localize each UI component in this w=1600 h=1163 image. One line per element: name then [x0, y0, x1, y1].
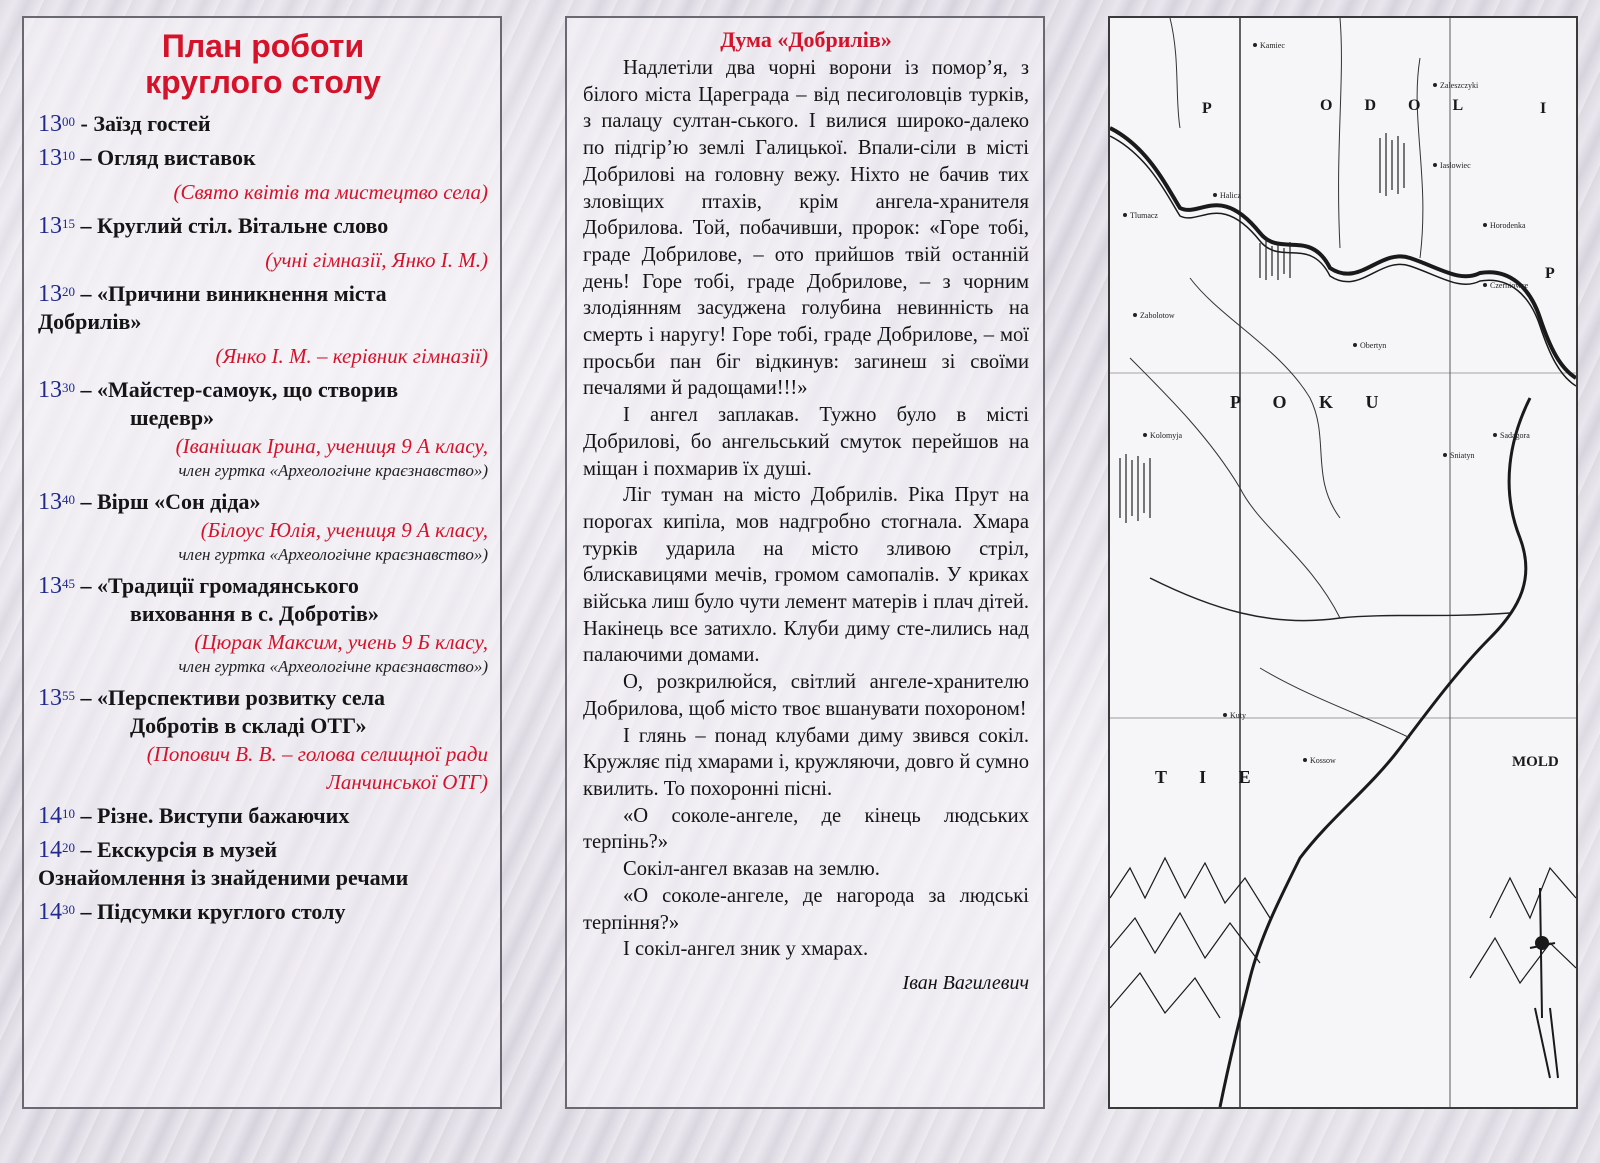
schedule-separator: –	[75, 213, 97, 238]
town-label: Sadagora	[1500, 431, 1530, 440]
schedule-minute: 45	[62, 576, 75, 591]
schedule-item-note: член гуртка «Археологічне краєзнавство»)	[178, 461, 488, 480]
schedule-time	[38, 145, 75, 171]
svg-text:MOLD: MOLD	[1512, 754, 1559, 770]
svg-text:P O K U: P O K U	[1230, 392, 1393, 412]
schedule-item-title-cont: Добротів в складі ОТГ»	[130, 713, 367, 738]
schedule-separator: –	[75, 281, 97, 306]
schedule-item-presenter: (Янко І. М. – керівник гімназії)	[215, 344, 488, 368]
schedule-hour: 13	[38, 145, 62, 171]
schedule-hour: 13	[38, 377, 62, 403]
town-marker	[1483, 223, 1487, 227]
town-marker	[1493, 433, 1497, 437]
schedule-item-presenter: (Білоус Юлія, учениця 9 А класу,	[200, 518, 488, 542]
schedule-item-title: «Майстер-самоук, що створив	[97, 377, 399, 402]
schedule-minute: 30	[62, 380, 75, 395]
schedule-separator: –	[75, 145, 97, 170]
town-marker	[1133, 313, 1137, 317]
schedule-item-title: Підсумки круглого столу	[97, 899, 346, 924]
town-marker	[1143, 433, 1147, 437]
schedule-item-line	[38, 572, 488, 600]
schedule-minute: 20	[62, 840, 75, 855]
schedule-item	[38, 836, 488, 892]
schedule-separator: –	[75, 685, 97, 710]
schedule-item-line	[38, 488, 488, 516]
town-label: Zabolotow	[1140, 311, 1175, 320]
schedule-time	[38, 685, 75, 711]
schedule-item-title: Круглий стіл. Вітальне слово	[97, 213, 389, 238]
schedule-hour: 14	[38, 837, 62, 863]
schedule-item-title: Огляд виставок	[97, 145, 256, 170]
schedule-item-line	[38, 802, 488, 830]
schedule-item-title: Заїзд гостей	[93, 111, 211, 136]
schedule-time	[38, 111, 75, 137]
svg-text:P: P	[1202, 100, 1226, 117]
poem-paragraph: «О соколе-ангеле, де нагорода за людські терпіння?»	[583, 884, 1029, 934]
poem-panel	[565, 16, 1045, 1109]
svg-text:O D O L: O D O L	[1320, 97, 1478, 114]
schedule-item-line	[38, 144, 488, 172]
schedule-item	[38, 144, 488, 206]
town-label: Kossow	[1310, 756, 1336, 765]
schedule-minute: 10	[62, 148, 75, 163]
town-label: Sniatyn	[1450, 451, 1475, 460]
schedule-item-line	[38, 280, 488, 308]
poem-body	[583, 55, 1029, 963]
town-label: Kamiec	[1260, 41, 1285, 50]
schedule-hour: 13	[38, 685, 62, 711]
schedule-separator: –	[75, 899, 97, 924]
town-marker	[1483, 283, 1487, 287]
poem-paragraph: «О соколе-ангеле, де кінець людських терпінь?»	[583, 804, 1029, 854]
poem-paragraph: Надлетіли два чорні ворони із помор’я, з білого міста Цареграда – від песиголовців турків, з палацу султан-ського. І вилися широко-далеко по підгір’ю землі Галицької. Впали-сіли в місті Добрилові на головну вежу. Ніхто не бачив тих зловіщих птахів, крім ангела-хранителя Добрилова. Той, побачивши, пророк: «Горе тобі, граде Добрилове, – ото прийшов твій останній день! Горе тобі, граде Добрилове, – з чорним злодіянням засуджена голубина невинність на смерть і наругу! Горе тобі, граде Добрилове, – мої просьби пан біг відкинув: загинеш зі своїми печалями й радощами!!!»	[583, 57, 1029, 400]
town-marker	[1223, 713, 1227, 717]
schedule-item-line	[38, 212, 488, 240]
svg-text:T I E: T I E	[1155, 767, 1265, 787]
schedule-time	[38, 899, 75, 925]
schedule-item-line	[38, 110, 488, 138]
schedule-item-line	[38, 898, 488, 926]
schedule-hour: 14	[38, 803, 62, 829]
town-label: Obertyn	[1360, 341, 1387, 350]
schedule-item	[38, 110, 488, 138]
historic-map	[1108, 16, 1578, 1109]
schedule-item	[38, 212, 488, 274]
town-label: Kolomyja	[1150, 431, 1182, 440]
schedule-item-line	[38, 684, 488, 712]
poem-paragraph: І сокіл-ангел зник у хмарах.	[623, 938, 869, 961]
town-marker	[1433, 83, 1437, 87]
schedule-hour: 13	[38, 111, 62, 137]
schedule-hour: 14	[38, 899, 62, 925]
schedule-hour: 13	[38, 281, 62, 307]
poem-paragraph: Ліг туман на місто Добрилів. Ріка Прут на порогах кипіла, мов надгробно стогнала. Хмара турків ударила на місто зливою стріл, блискавицями мечів, громом самопалів. У криках війська лиш було чути лемент матерів і плач дітей. Накінець все затихло. Клуби диму сте-лились над палаючими домами.	[583, 484, 1029, 667]
schedule-item-title: «Перспективи розвитку села	[97, 685, 385, 710]
schedule-title	[38, 28, 488, 100]
schedule-minute: 20	[62, 284, 75, 299]
town-label: Czerniowce	[1490, 281, 1529, 290]
svg-text:I: I	[1540, 100, 1561, 117]
town-label: Kuty	[1230, 711, 1246, 720]
schedule-time	[38, 573, 75, 599]
schedule-list	[38, 110, 488, 926]
svg-text:P: P	[1545, 265, 1569, 282]
poem-paragraph: Сокіл-ангел вказав на землю.	[623, 858, 880, 881]
town-marker	[1213, 193, 1217, 197]
schedule-item-title-cont: шедевр»	[130, 405, 215, 430]
schedule-item	[38, 898, 488, 926]
schedule-item-line	[38, 836, 488, 864]
town-marker	[1253, 43, 1257, 47]
schedule-item-presenter: (Попович В. В. – голова селищної ради	[146, 742, 488, 766]
schedule-item-note: член гуртка «Археологічне краєзнавство»)	[178, 657, 488, 676]
schedule-separator: -	[75, 111, 94, 136]
schedule-item	[38, 572, 488, 678]
schedule-item-presenter: (учні гімназії, Янко І. М.)	[265, 248, 488, 272]
schedule-hour: 13	[38, 489, 62, 515]
schedule-time	[38, 837, 75, 863]
schedule-minute: 30	[62, 902, 75, 917]
schedule-item	[38, 684, 488, 796]
town-marker	[1123, 213, 1127, 217]
schedule-item-title: «Традиції громадянського	[97, 573, 359, 598]
town-label: Halicz	[1220, 191, 1241, 200]
poem-author: Іван Вагилевич	[902, 971, 1029, 994]
schedule-time	[38, 489, 75, 515]
schedule-item-line	[38, 376, 488, 404]
schedule-panel	[22, 16, 502, 1109]
schedule-time	[38, 377, 75, 403]
schedule-item-title-cont: Ознайомлення із знайденими речами	[38, 865, 409, 890]
schedule-item-presenter: (Іванішак Ірина, учениця 9 А класу,	[175, 434, 488, 458]
schedule-item-presenter: (Цюрак Максим, учень 9 Б класу,	[194, 630, 488, 654]
town-marker	[1443, 453, 1447, 457]
schedule-item-title: «Причини виникнення міста	[97, 281, 387, 306]
map-drawing	[1110, 18, 1576, 1107]
schedule-separator: –	[75, 377, 97, 402]
schedule-item	[38, 376, 488, 482]
schedule-item-title: Різне. Виступи бажаючих	[97, 803, 350, 828]
town-label: Zaleszczyki	[1440, 81, 1479, 90]
schedule-item-presenter: (Свято квітів та мистецтво села)	[173, 180, 488, 204]
poem-title: Дума «Добрилів»	[720, 27, 892, 52]
schedule-time	[38, 281, 75, 307]
poem-paragraph: І ангел заплакав. Тужно було в місті Добрилові, бо ангельський смуток перейшов на міщан і похмарив їх душі.	[583, 404, 1029, 480]
town-label: Tlumacz	[1130, 211, 1158, 220]
schedule-separator: –	[75, 489, 97, 514]
schedule-minute: 55	[62, 688, 75, 703]
schedule-separator: –	[75, 573, 97, 598]
schedule-minute: 40	[62, 492, 75, 507]
schedule-minute: 10	[62, 806, 75, 821]
schedule-hour: 13	[38, 213, 62, 239]
schedule-separator: –	[75, 837, 97, 862]
poem-paragraph: О, розкрилюйся, світлий ангеле-хранителю Добрилова, щоб місто твоє вшанувати похороном!	[583, 671, 1029, 720]
schedule-time	[38, 213, 75, 239]
schedule-item-title-cont: Добрилів»	[38, 309, 142, 334]
schedule-item-title: Вірш «Сон діда»	[97, 489, 261, 514]
schedule-title-line2: круглого столу	[145, 64, 381, 100]
schedule-hour: 13	[38, 573, 62, 599]
schedule-item	[38, 488, 488, 566]
poem-paragraph: І глянь – понад клубами диму звився сокіл. Кружляє під хмарами і, кружляючи, довго й сумно квилить. То похоронні пісні.	[583, 724, 1029, 800]
schedule-time	[38, 803, 75, 829]
town-marker	[1303, 758, 1307, 762]
town-marker	[1433, 163, 1437, 167]
schedule-item-title: Екскурсія в музей	[97, 837, 278, 862]
schedule-minute: 15	[62, 216, 75, 231]
town-label: Iaslowiec	[1440, 161, 1471, 170]
town-label: Horodenka	[1490, 221, 1526, 230]
schedule-item-presenter-cont: Ланчинської ОТГ)	[326, 770, 488, 794]
schedule-minute: 00	[62, 114, 75, 129]
schedule-item-title-cont: виховання в с. Добротів»	[130, 601, 379, 626]
schedule-item	[38, 280, 488, 370]
town-marker	[1353, 343, 1357, 347]
schedule-separator: –	[75, 803, 97, 828]
schedule-item-note: член гуртка «Археологічне краєзнавство»)	[178, 545, 488, 564]
schedule-item	[38, 802, 488, 830]
schedule-title-line1: План роботи	[161, 28, 365, 64]
